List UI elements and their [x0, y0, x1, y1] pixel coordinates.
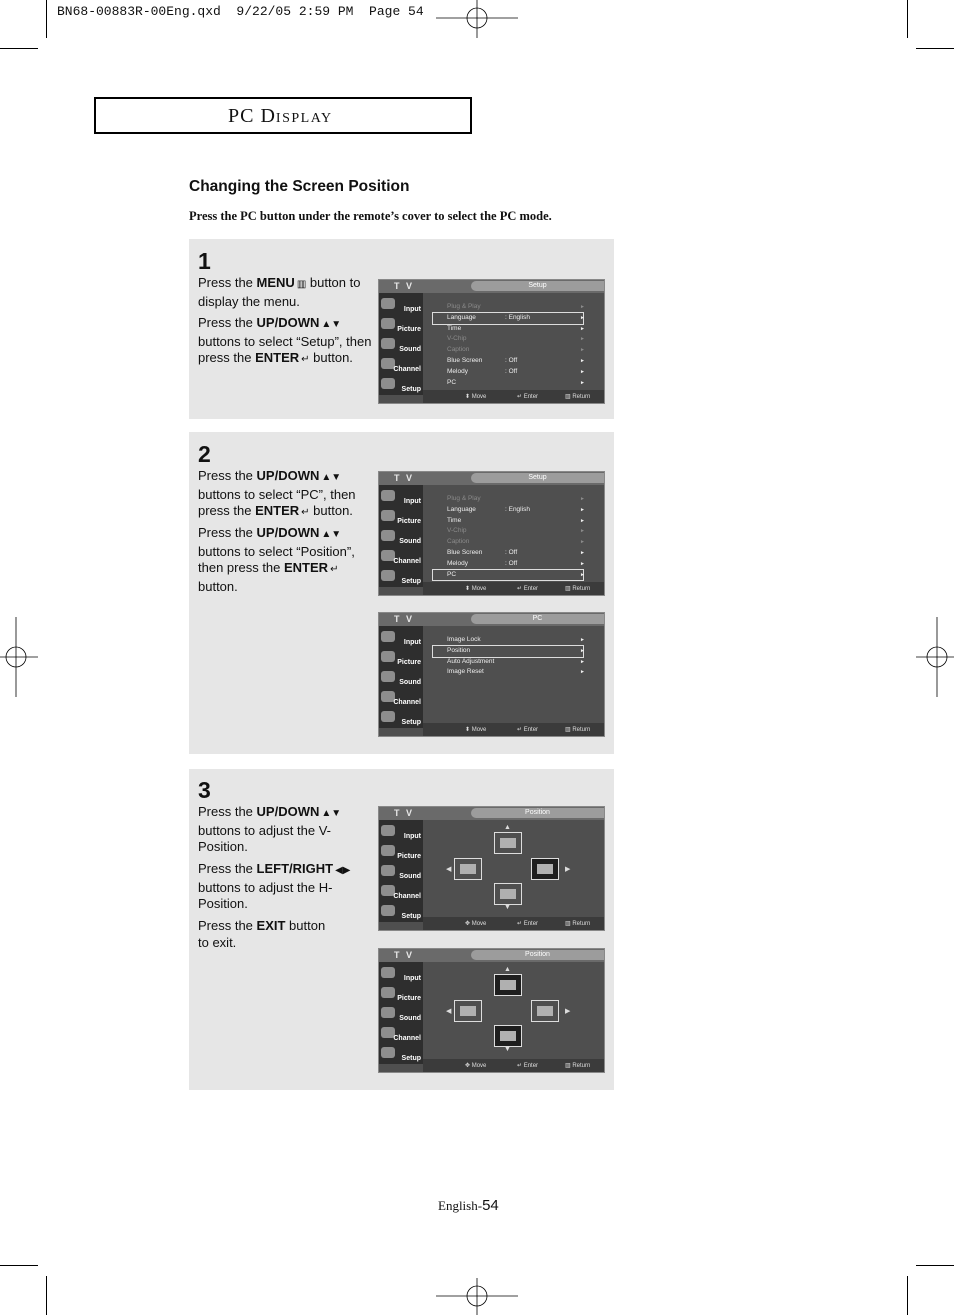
step-1-instruction-2: Press the UP/DOWN ▲▼ buttons to select “Setup”, then press the ENTER ↵ button.: [198, 315, 372, 366]
step-number: 3: [198, 777, 211, 803]
chapter-title-box: [94, 97, 472, 134]
menu-icon: ▥: [296, 279, 307, 290]
crop-mark: [0, 1265, 38, 1266]
crop-mark: [907, 1276, 908, 1315]
page-number: 54: [482, 1197, 499, 1214]
up-down-icon: ▲▼: [321, 319, 342, 330]
step-number: 1: [198, 248, 211, 274]
file-slug: BN68-00883R-00Eng.qxd 9/22/05 2:59 PM Page 54: [57, 4, 424, 19]
crop-mark: [0, 48, 38, 49]
step-number: 2: [198, 441, 211, 467]
step-2-instruction-2: Press the UP/DOWN ▲▼ buttons to select “Position”, then press the ENTER ↵ button.: [198, 525, 355, 595]
registration-mark-bottom: [436, 1278, 518, 1315]
osd-position-screen: T V Position Input Picture Sound Channel Setup ▲ ◀ ▶ ▼ ✥ Move ↵ Enter ▥ Return: [378, 806, 605, 931]
step-3-instruction-2: Press the LEFT/RIGHT ◀▶ buttons to adjust the H-Position.: [198, 861, 351, 912]
section-intro: Press the PC button under the remote’s cover to select the PC mode.: [189, 209, 552, 223]
enter-icon: ↵: [301, 507, 310, 519]
step-1-panel: [189, 239, 614, 419]
osd-setup-screen: T V Setup Input Picture Sound Channel Setup Plug & Play ► Language : English ► Time ► V-Chip ► Caption ► Blue Screen : Off ► Melody : Off ► PC ► ⬍ Move ↵ Enter ▥ Return: [378, 471, 605, 596]
up-down-icon: ▲▼: [321, 808, 342, 819]
enter-icon: ↵: [330, 564, 339, 576]
step-2-instruction-1: Press the UP/DOWN ▲▼ buttons to select “PC”, then press the ENTER ↵ button.: [198, 468, 356, 519]
osd-position-screen: T V Position Input Picture Sound Channel Setup ▲ ◀ ▶ ▼ ✥ Move ↵ Enter ▥ Return: [378, 948, 605, 1073]
registration-mark-right: [916, 617, 954, 697]
registration-mark-top: [436, 0, 518, 38]
registration-mark-left: [0, 617, 38, 697]
step-1-instruction-1: Press the MENU ▥ button to display the menu.: [198, 275, 361, 309]
step-3-instruction-3: Press the EXIT button to exit.: [198, 918, 326, 950]
up-down-icon: ▲▼: [321, 529, 342, 540]
page-footer: English-54: [438, 1197, 499, 1214]
chapter-title: PC DISPLAY: [228, 105, 333, 127]
step-3-instruction-1: Press the UP/DOWN ▲▼ buttons to adjust the V-Position.: [198, 804, 342, 855]
osd-pc-screen: T V PC Input Picture Sound Channel Setup Image Lock ► Position ► Auto Adjustment ► Image Reset ► ⬍ Move ↵ Enter ▥ Return: [378, 612, 605, 737]
left-right-icon: ◀▶: [335, 865, 351, 876]
enter-icon: ↵: [301, 354, 310, 366]
step-3-panel: [189, 769, 614, 1090]
osd-setup-screen: T V Setup Input Picture Sound Channel Setup Plug & Play ► Language : English ► Time ► V-Chip ► Caption ► Blue Screen : Off ► Melody : Off ► PC ► ⬍ Move ↵ Enter ▥ Return: [378, 279, 605, 404]
crop-mark: [907, 0, 908, 38]
crop-mark: [46, 1276, 47, 1315]
section-title: Changing the Screen Position: [189, 178, 410, 195]
crop-mark: [916, 48, 954, 49]
step-2-panel: [189, 432, 614, 754]
crop-mark: [46, 0, 47, 38]
up-down-icon: ▲▼: [321, 472, 342, 483]
crop-mark: [916, 1265, 954, 1266]
